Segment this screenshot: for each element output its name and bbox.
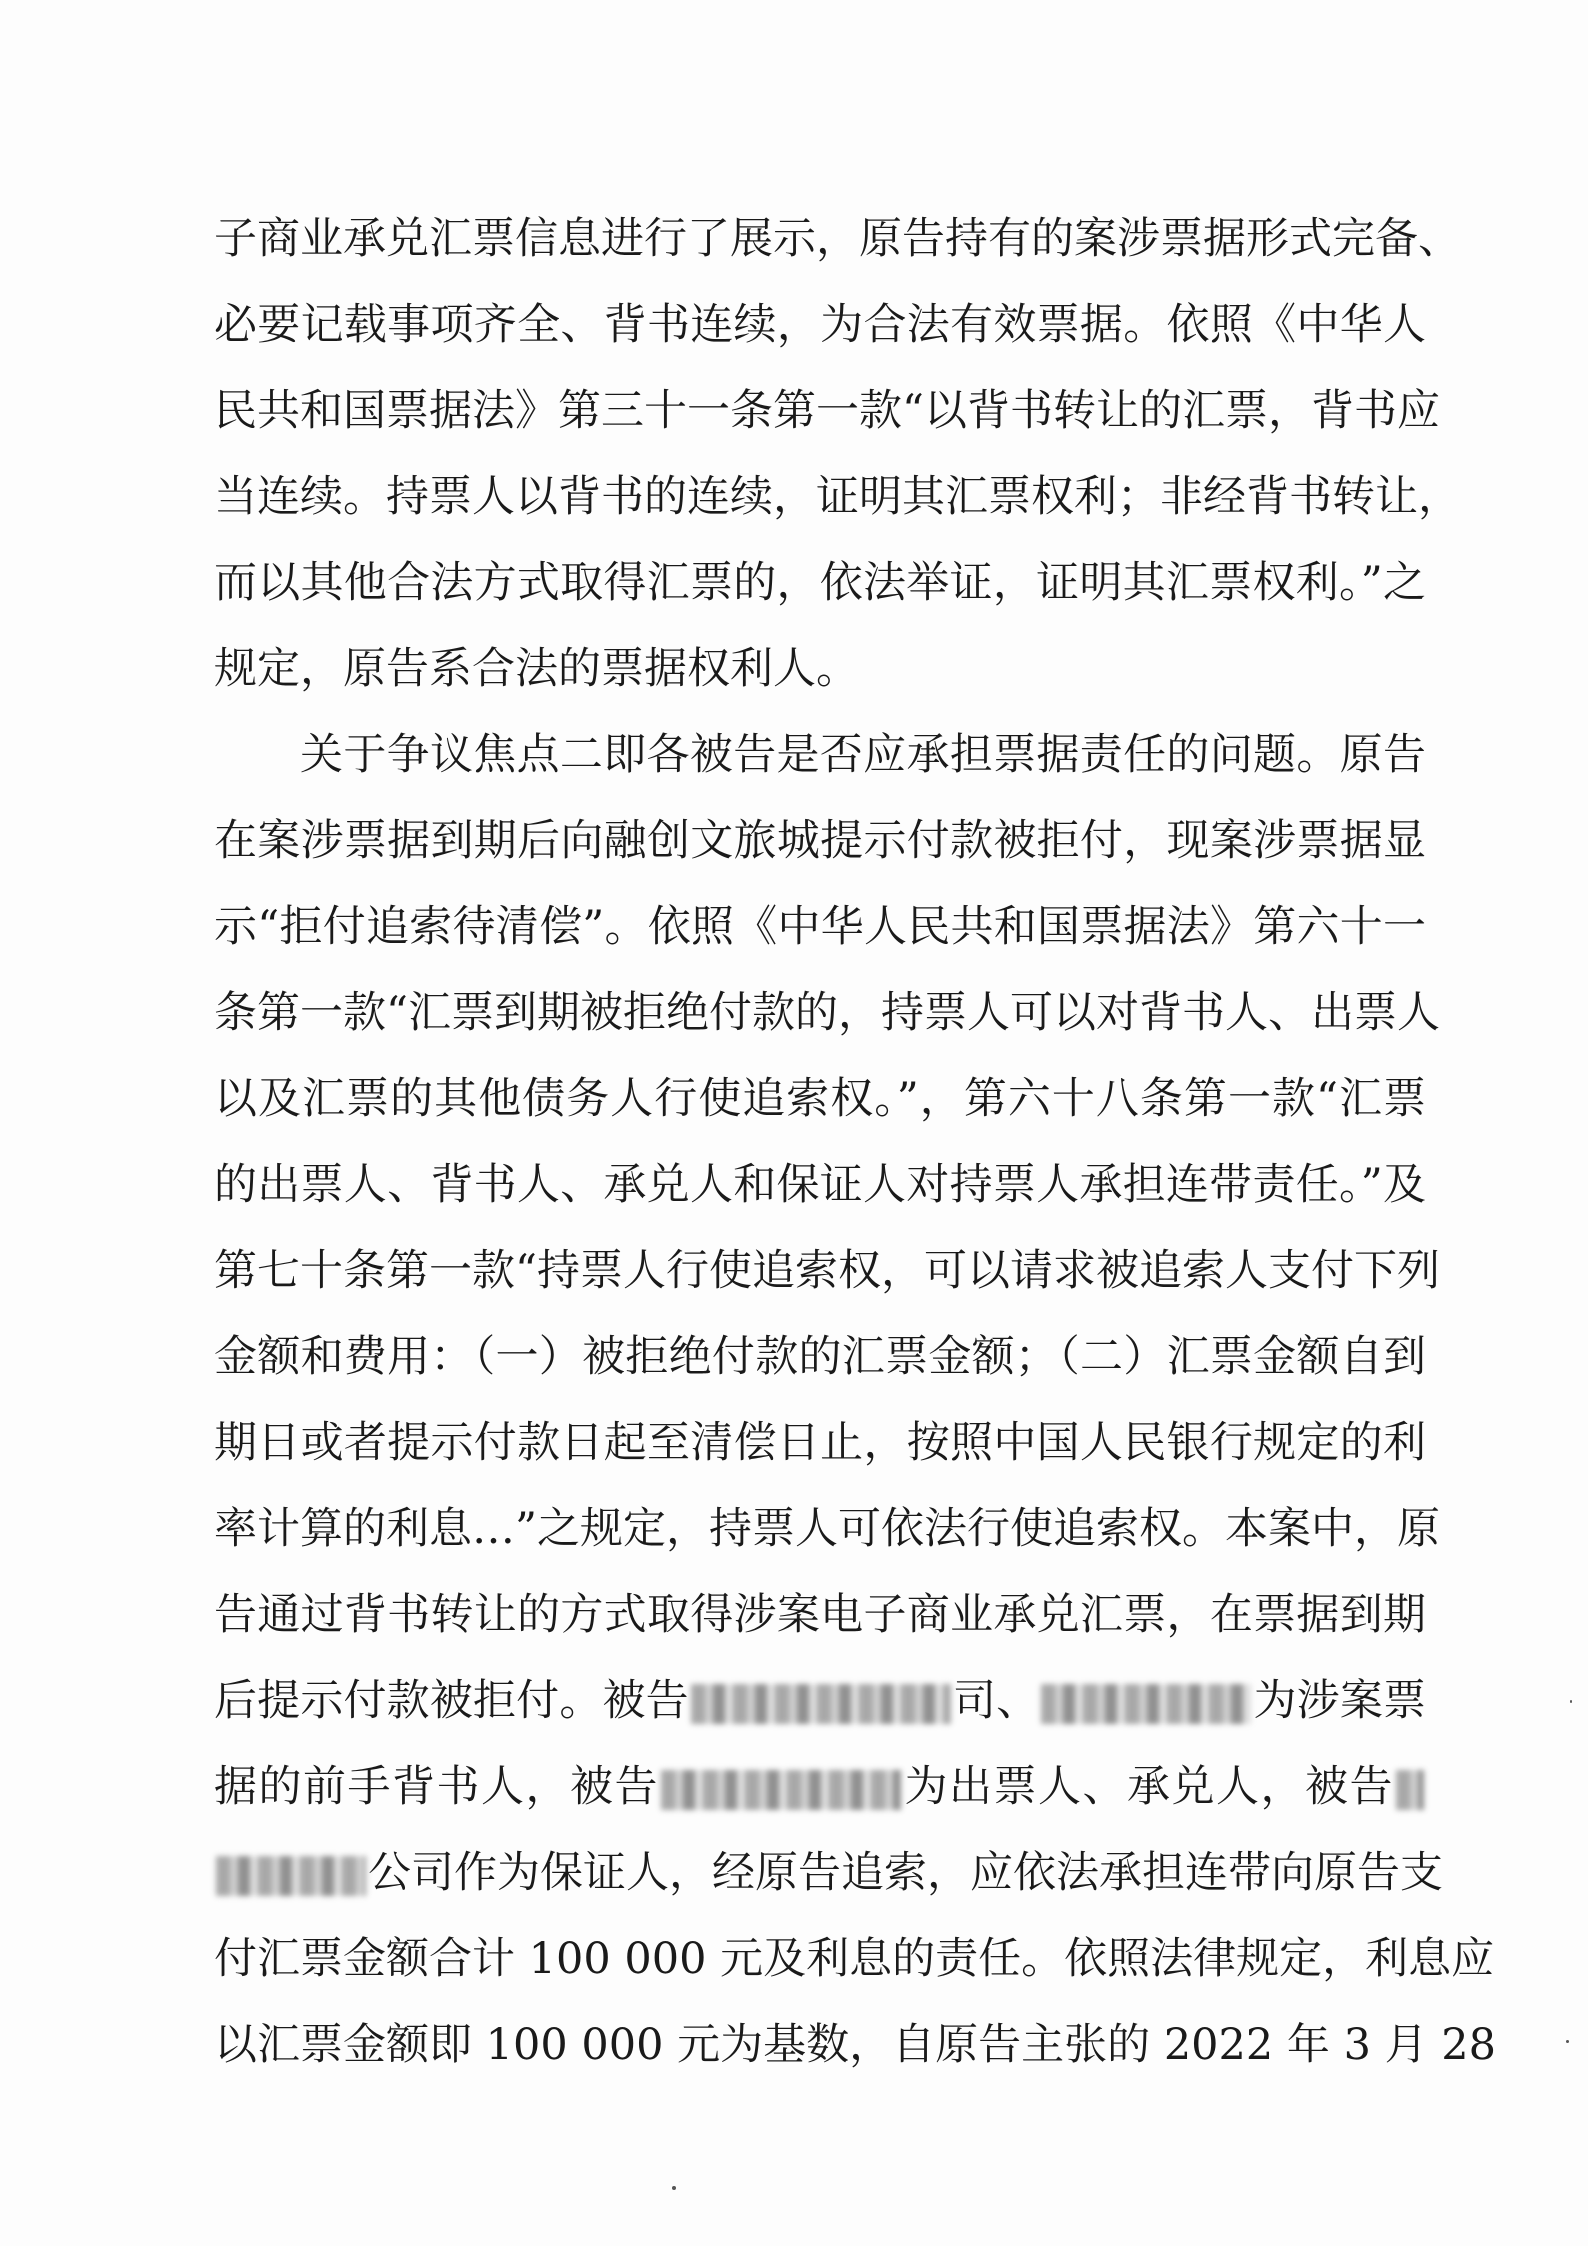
- redaction-blur: [216, 1856, 366, 1896]
- text-segment: 公司作为保证人，经原告追索，应依法承担连带向原告支: [368, 1848, 1443, 1898]
- scan-speck: [1566, 2040, 1569, 2043]
- text-segment: 后提示付款被拒付。被告: [214, 1676, 689, 1726]
- text-segment: 为出票人、承兑人，被告: [903, 1762, 1394, 1812]
- text-line-redacted: [214, 1744, 1426, 1830]
- text-segment: 司、: [952, 1676, 1040, 1726]
- text-line: 期日或者提示付款日起至清偿日止，按照中国人民银行规定的利: [214, 1418, 1426, 1468]
- text-line: 以及汇票的其他债务人行使追索权。”，第六十八条第一款“汇票: [214, 1074, 1426, 1124]
- text-line: 的出票人、背书人、承兑人和保证人对持票人承担连带责任。”及: [214, 1160, 1426, 1210]
- text-line-redacted: [214, 1830, 1443, 1916]
- redaction-blur: [1041, 1684, 1251, 1724]
- text-line: 金额和费用：（一）被拒绝付款的汇票金额；（二）汇票金额自到: [214, 1332, 1426, 1382]
- redaction-blur: [691, 1684, 951, 1724]
- text-line: 以汇票金额即 100 000 元为基数，自原告主张的 2022 年 3 月 28: [214, 2020, 1497, 2070]
- text-segment: 据的前手背书人，被告: [214, 1762, 659, 1812]
- text-line: 条第一款“汇票到期被拒绝付款的，持票人可以对背书人、出票人: [214, 988, 1440, 1038]
- text-segment: 为涉案票: [1253, 1676, 1427, 1726]
- text-line: 规定，原告系合法的票据权利人。: [214, 644, 859, 694]
- text-line: 率计算的利息…”之规定，持票人可依法行使追索权。本案中，原: [214, 1504, 1440, 1554]
- paragraph-start-line: 关于争议焦点二即各被告是否应承担票据责任的问题。原告: [300, 730, 1426, 780]
- text-line: 第七十条第一款“持票人行使追索权，可以请求被追索人支付下列: [214, 1246, 1440, 1296]
- redaction-blur: [661, 1770, 901, 1810]
- scan-speck: [1570, 1700, 1572, 1703]
- judgment-text-body: [214, 196, 1497, 2088]
- text-line: 子商业承兑汇票信息进行了展示，原告持有的案涉票据形式完备、: [214, 214, 1461, 264]
- redaction-blur: [1396, 1770, 1424, 1810]
- text-line: 必要记载事项齐全、背书连续，为合法有效票据。依照《中华人: [214, 300, 1426, 350]
- text-line: 在案涉票据到期后向融创文旅城提示付款被拒付，现案涉票据显: [214, 816, 1426, 866]
- text-line-redacted: [214, 1658, 1426, 1744]
- text-line: 而以其他合法方式取得汇票的，依法举证，证明其汇票权利。”之: [214, 558, 1426, 608]
- text-line: 付汇票金额合计 100 000 元及利息的责任。依照法律规定，利息应: [214, 1934, 1495, 1984]
- text-line: 民共和国票据法》第三十一条第一款“以背书转让的汇票，背书应: [214, 386, 1440, 436]
- text-line: 告通过背书转让的方式取得涉案电子商业承兑汇票，在票据到期: [214, 1590, 1426, 1640]
- text-line: 当连续。持票人以背书的连续，证明其汇票权利；非经背书转让，: [214, 472, 1461, 522]
- scan-speck: [672, 2186, 676, 2190]
- text-line: 示“拒付追索待清偿”。依照《中华人民共和国票据法》第六十一: [214, 902, 1426, 952]
